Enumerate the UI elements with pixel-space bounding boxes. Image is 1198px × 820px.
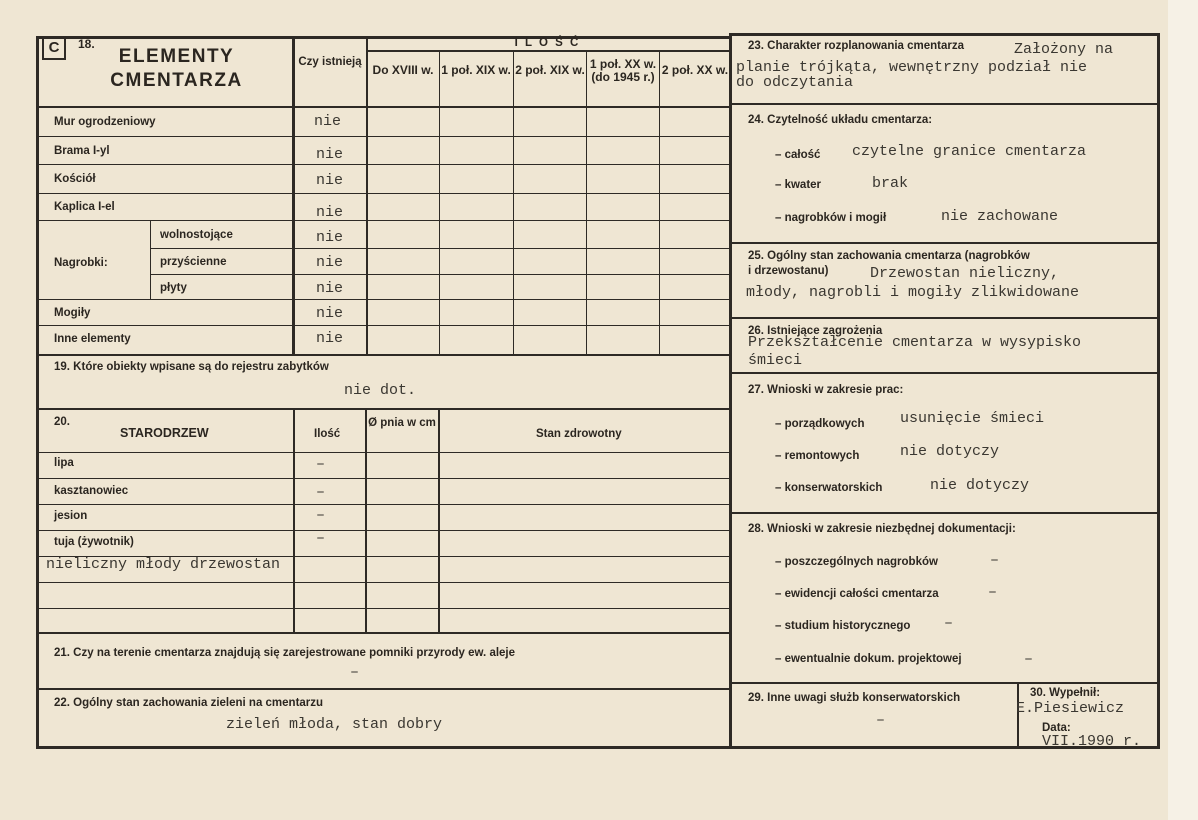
layout-item-label: – całość [775,149,821,161]
works-item-label: – konserwatorskich [775,482,883,494]
date-value: VII.1990 r. [1042,733,1142,750]
column-exists-header: Czy istnieją [298,56,362,68]
trunk-diameter-header: Ø pnia w cm [368,417,436,429]
documentation-item-label: – ewentualnie dokum. projektowej [775,653,962,665]
documentation-item-value: – [1024,651,1034,668]
section-20-title: STARODRZEW [120,426,209,440]
section-23-label: 23. Charakter rozplanowania cmentarza [748,40,965,52]
section-27-label: 27. Wnioski w zakresie prac: [748,384,904,396]
element-row-label: Inne elementy [54,333,131,345]
tree-row-label: kasztanowiec [54,485,129,497]
column-header: 2 poł. XX w. [661,63,729,77]
documentation-item-label: – ewidencji całości cmentarza [775,588,939,600]
element-row-label: Brama I-yl [54,145,110,157]
section-26-value: Przekształcenie cmentarza w wysypisko [748,334,1082,351]
section-23-value: planie trójkąta, wewnętrzny podział nie [736,59,1088,76]
works-item-value: nie dotyczy [930,477,1030,494]
tree-row-value: – [316,456,326,473]
section-19-value: nie dot. [344,382,417,399]
layout-item-value: brak [872,175,909,192]
section-21-value: – [350,664,360,681]
tree-row-value: – [316,507,326,524]
column-header: 1 poł. XIX w. [441,63,511,77]
section-22-value: zieleń młoda, stan dobry [226,716,443,733]
section-19-label: 19. Które obiekty wpisane są do rejestru zabytków [54,361,329,373]
element-row-label: wolnostojące [160,229,233,241]
section-24-label: 24. Czytelność układu cmentarza: [748,114,933,126]
quantity-header: I L O Ś Ć [514,37,581,49]
tree-quantity-header: Ilość [314,428,341,440]
section-20-note: nieliczny młody drzewostan [46,556,281,573]
element-row-value: nie [316,305,344,322]
element-row-value: nie [314,113,342,130]
section-26-label: 26. Istniejące zagrożenia [748,325,883,337]
health-status-header: Stan zdrowotny [536,428,622,440]
element-row-value: nie [316,229,344,246]
documentation-item-value: – [988,584,998,601]
element-row-label: Mogiły [54,307,91,319]
tree-row-value: – [316,530,326,547]
tree-row-label: jesion [54,510,88,522]
filled-by-name: E.Piesiewicz [1016,700,1125,717]
element-row-value: nie [316,254,344,271]
works-item-value: usunięcie śmieci [900,410,1045,427]
tree-row-label: lipa [54,457,74,469]
element-row-value: nie [316,172,344,189]
element-row-label: przyścienne [160,256,227,268]
section-22-label: 22. Ogólny stan zachowania zieleni na cmentarzu [54,697,324,709]
works-item-value: nie dotyczy [900,443,1000,460]
element-row-label: płyty [160,282,187,294]
section-18-title: ELEMENTY CMENTARZA [110,46,243,91]
documentation-item-label: – poszczególnych nagrobków [775,556,938,568]
section-28-label: 28. Wnioski w zakresie niezbędnej dokumentacji: [748,523,1016,535]
documentation-item-label: – studium historycznego [775,620,911,632]
tombstones-label: Nagrobki: [54,257,108,269]
tree-row-label: tuja (żywotnik) [54,536,134,548]
works-item-label: – porządkowych [775,418,865,430]
section-26-value: śmieci [748,352,803,369]
documentation-item-value: – [990,552,1000,569]
section-25-label: i drzewostanu) [748,265,829,277]
layout-item-label: – nagrobków i mogił [775,212,887,224]
section-18-number: 18. [78,37,95,51]
element-row-value: nie [316,280,344,297]
section-25-label: 25. Ogólny stan zachowania cmentarza (nagrobków [748,250,1030,262]
section-25-value: młody, nagrobli i mogiły zlikwidowane [746,284,1080,301]
date-label: Data: [1042,722,1071,734]
section-30-label: 30. Wypełnił: [1030,687,1101,699]
paper-edge [1168,0,1198,820]
element-row-value: nie [316,146,344,163]
documentation-item-value: – [944,615,954,632]
section-29-label: 29. Inne uwagi służb konserwatorskich [748,692,961,704]
layout-item-value: czytelne granice cmentarza [852,143,1087,160]
column-header: 1 poł. XX w. (do 1945 r.) [589,57,657,85]
column-header: 2 poł. XIX w. [515,63,585,77]
section-23-value: Założony na [1014,41,1114,58]
element-row-label: Kaplica I-el [54,201,115,213]
element-row-label: Kościół [54,173,96,185]
column-header: Do XVIII w. [372,63,434,77]
tree-row-value: – [316,484,326,501]
section-letter-box: C [42,36,66,60]
section-23-value: do odczytania [736,74,854,91]
element-row-value: nie [316,204,344,221]
section-29-value: – [876,712,886,729]
element-row-label: Mur ogrodzeniowy [54,116,156,128]
section-20-number: 20. [54,416,70,428]
section-25-value: Drzewostan nieliczny, [870,265,1060,282]
layout-item-label: – kwater [775,179,822,191]
layout-item-value: nie zachowane [941,208,1059,225]
section-21-label: 21. Czy na terenie cmentarza znajdują się zarejestrowane pomniki przyrody ew. aleje [54,647,516,659]
works-item-label: – remontowych [775,450,860,462]
element-row-value: nie [316,330,344,347]
